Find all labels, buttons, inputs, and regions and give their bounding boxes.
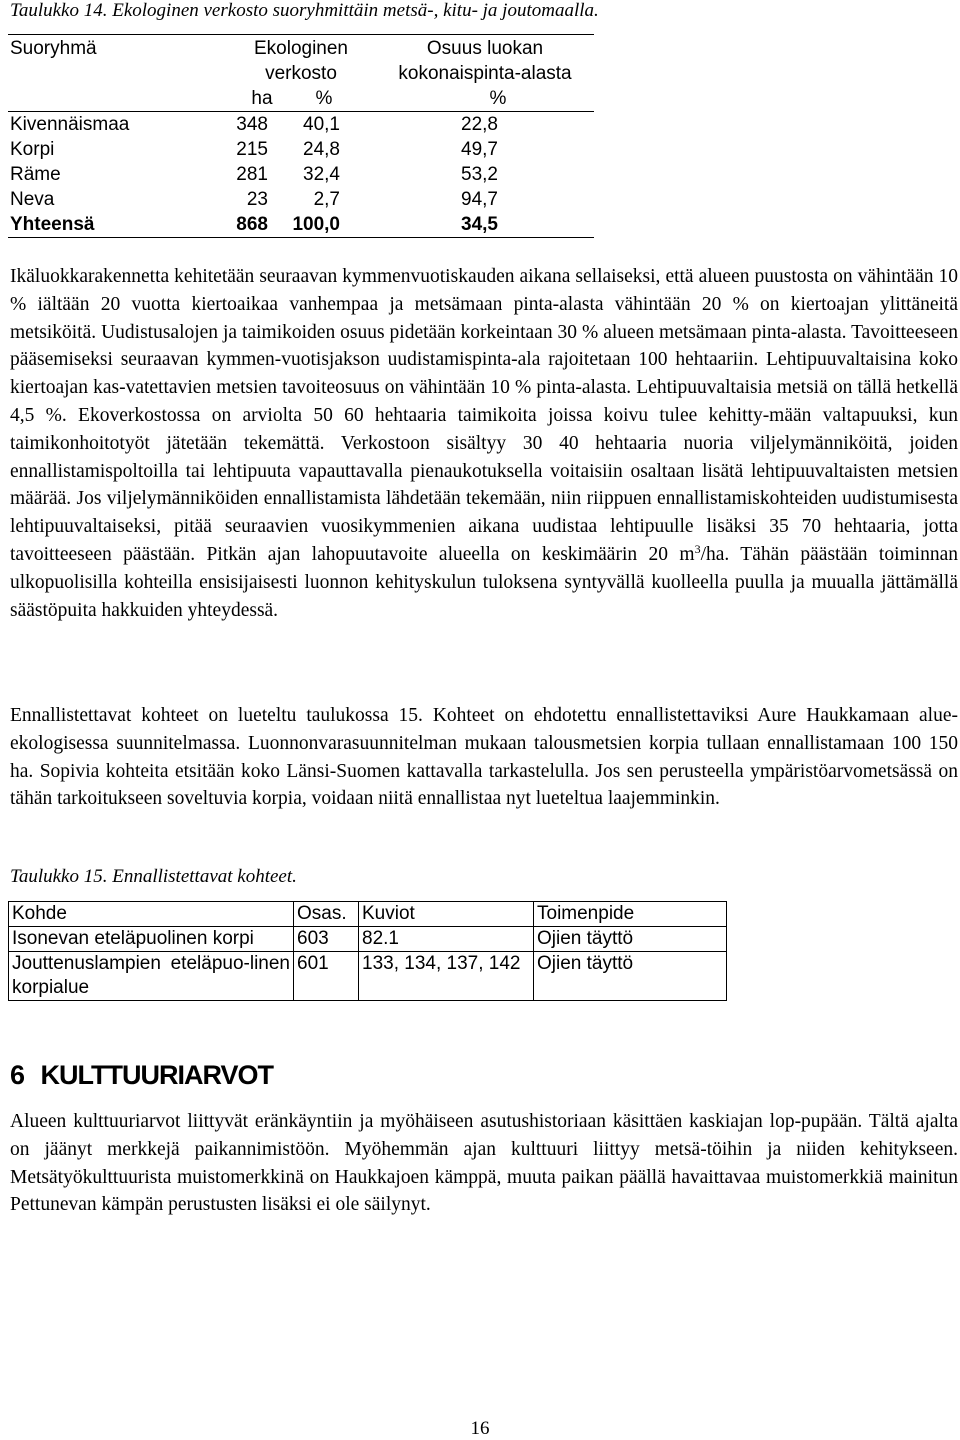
cell-kohde: Isonevan eteläpuolinen korpi bbox=[9, 927, 294, 952]
row-pct: 2,7 bbox=[313, 189, 340, 210]
header-kohde: Kohde bbox=[9, 902, 294, 927]
table14-caption: Taulukko 14. Ekologinen verkosto suoryhmittäin metsä-, kitu- ja joutomaalla. bbox=[10, 0, 599, 21]
cell-kohde: Jouttenuslampien eteläpuo-linen korpialue bbox=[9, 952, 294, 1001]
table-row bbox=[8, 112, 594, 137]
row-pct: 100,0 bbox=[292, 214, 340, 235]
row-name: Räme bbox=[10, 164, 61, 185]
row-share: 94,7 bbox=[461, 189, 498, 210]
table15-caption: Taulukko 15. Ennallistettavat kohteet. bbox=[10, 866, 297, 887]
table14-header bbox=[8, 35, 594, 111]
row-share: 22,8 bbox=[461, 114, 498, 135]
row-share: 53,2 bbox=[461, 164, 498, 185]
paragraph-text: /ha. Tähän päästään toiminnan ulkopuolisilla kohteilla ensisijaisesti luonnon kehityskulun tuloksena syntyvällä kuolleella puulla ja muualla jättämällä säästöpuita hakkuiden yhteydessä. bbox=[10, 543, 958, 621]
table-row bbox=[8, 162, 594, 187]
header-network-line1: Ekologinen bbox=[253, 38, 349, 59]
header-network-line2: verkosto bbox=[265, 63, 337, 84]
row-share: 34,5 bbox=[461, 214, 498, 235]
cell-kuviot: 133, 134, 137, 142 bbox=[359, 952, 534, 1001]
table-row-total bbox=[8, 212, 594, 237]
table-row bbox=[8, 187, 594, 212]
page-number: 16 bbox=[470, 1418, 490, 1439]
row-name: Neva bbox=[10, 189, 55, 210]
row-ha: 348 bbox=[236, 114, 268, 135]
table14 bbox=[8, 34, 594, 238]
cell-toimenpide: Ojien täyttö bbox=[534, 952, 727, 1001]
paragraph-text: Ikäluokkarakennetta kehitetään seuraavan kymmenvuotiskauden aikana sellaiseksi, että alueen puustosta on vähintään 10 % iältään 20 vuotta kiertoaikaa vanhempaa ja metsämaan pinta-alasta vähintään 20 % on kiertoajan ylittäneitä metsiköitä. Uudistusalojen ja taimikoiden osuus pidetään korkeintaan 30 % alueen metsämaan pinta-alasta. Tavoitteeseen pääsemiseksi seuraavan kymmen-vuotisjakson uudistamispinta-ala rajoitetaan 100 hehtaariin. Lehtipuuvaltaisina koko kiertoajan kas-vatettavien metsien tavoiteosuus on vähintään 10 % pinta-alasta. Lehtipuuvaltaisia metsiä on tällä hetkellä 4,5 %. Ekoverkostossa on arviolta 50 60 hehtaaria taimikoita joissa koivu tulee kehitty-mään valtapuuksi, kun taimikonhoitotyöt jätetään tekemättä. Verkostoon sisältyy 30 40 hehtaaria nuoria viljelymänniköitä, joiden ennallistamispoltoilla tai lehtipuuta vapauttavalla pienaukotuksella voitaisiin osaltaan lisätä lehtipuuvaltaisten metsien määrää. Jos viljelymänniköiden ennallistamista lähdetään tekemään, niin riippuen ennallistamiskohteiden uudistumisesta lehtipuuvaltaiseksi, pitää seuraavien vuosikymmenien aikana uudistaa lehtipuulle lisäksi 35 70 hehtaaria, jotta tavoitteeseen päästään. Pitkän ajan lahopuutavoite alueella on keskimäärin 20 m bbox=[10, 266, 958, 565]
row-ha: 281 bbox=[236, 164, 268, 185]
row-share: 49,7 bbox=[461, 139, 498, 160]
superscript: 3 bbox=[694, 541, 701, 556]
cell-osas: 601 bbox=[294, 952, 359, 1001]
header-pct: % bbox=[315, 88, 333, 109]
row-ha: 23 bbox=[246, 189, 268, 210]
table-row bbox=[9, 952, 727, 1001]
cell-toimenpide: Ojien täyttö bbox=[534, 927, 727, 952]
row-pct: 40,1 bbox=[303, 114, 340, 135]
table15 bbox=[8, 901, 727, 1001]
table-row bbox=[9, 927, 727, 952]
header-share-line2: kokonaispinta-alasta bbox=[398, 63, 572, 84]
row-pct: 32,4 bbox=[303, 164, 340, 185]
header-kuviot: Kuviot bbox=[359, 902, 534, 927]
header-ha: ha bbox=[251, 88, 273, 109]
header-toimenpide: Toimenpide bbox=[534, 902, 727, 927]
table15-header bbox=[9, 902, 727, 927]
header-share-line1: Osuus luokan bbox=[426, 38, 544, 59]
paragraph-ennallistettavat: Ennallistettavat kohteet on lueteltu taulukossa 15. Kohteet on ehdotettu ennallistettaviksi Aure Haukkamaan alue-ekologisessa suunnitelmassa. Luonnonvarasuunnitelman mukaan talousmetsien korpia tullaan ennallistamaan 100 150 ha. Sopivia kohteita etsitään koko Länsi-Suomen kattavalla tarkastelulla. Jos sen perusteella ympäristöarvometsässä on tähän tarkoitukseen soveltuvia korpia, voidaan niitä ennallistaa nyt lueteltua laajemminkin. bbox=[10, 705, 958, 810]
row-name: Yhteensä bbox=[10, 214, 95, 235]
header-share-pct: % bbox=[489, 88, 507, 109]
header-group: Suoryhmä bbox=[10, 38, 97, 59]
row-name: Korpi bbox=[10, 139, 55, 160]
row-name: Kivennäismaa bbox=[10, 114, 130, 135]
cell-osas: 603 bbox=[294, 927, 359, 952]
section-heading: 6 KULTTUURIARVOT bbox=[10, 1060, 273, 1090]
row-ha: 215 bbox=[236, 139, 268, 160]
paragraph-ikaluokka bbox=[10, 263, 958, 624]
row-ha: 868 bbox=[236, 214, 268, 235]
cell-kuviot: 82.1 bbox=[359, 927, 534, 952]
paragraph-kulttuuriarvot: Alueen kulttuuriarvot liittyvät eränkäyntiin ja myöhäiseen asutushistoriaan käsittäen kaskiajan lop-pupään. Tältä ajalta on jäänyt merkkejä paikannimistöön. Myöhemmän ajan kulttuuri liittyy metsä-töihin ja niiden kehitykseen. Metsätyökulttuurista muistomerkkinä on Haukkajoen kämppä, muuta paikan päällä havaittavaa muistomerkkiä mainitun Pettunevan kämpän perustusten lisäksi ei ole säilynyt. bbox=[10, 1111, 958, 1216]
table-row bbox=[8, 137, 594, 162]
header-osas: Osas. bbox=[294, 902, 359, 927]
row-pct: 24,8 bbox=[303, 139, 340, 160]
